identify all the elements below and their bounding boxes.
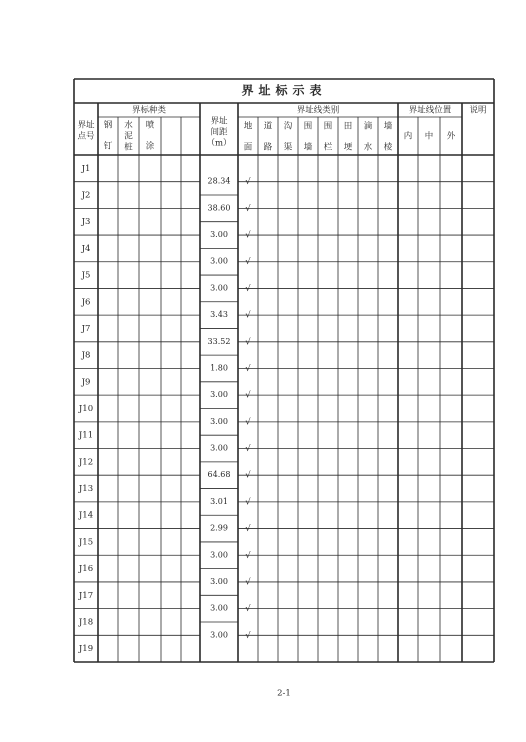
- segment-distance: 3.00: [210, 416, 228, 426]
- line-type-group-header: 界址线类别: [296, 105, 340, 116]
- ground-check-mark: √: [245, 470, 251, 481]
- marker-type-group-header: 界标种类: [131, 105, 167, 116]
- ground-check-mark: √: [245, 417, 251, 428]
- point-label: J16: [78, 564, 94, 575]
- ground-check-mark: √: [245, 310, 251, 321]
- point-label: J18: [78, 617, 94, 628]
- marker-type-header: 钉: [103, 141, 113, 152]
- ground-check-mark: √: [245, 337, 251, 348]
- segment-distance: 3.00: [210, 603, 228, 613]
- marker-type-header: 水: [124, 120, 133, 131]
- ground-check-mark: √: [245, 230, 251, 241]
- ground-check-mark: √: [245, 550, 251, 561]
- ground-check-mark: √: [245, 363, 251, 374]
- distance-header: （m）: [206, 138, 232, 149]
- point-number-header: 界址: [77, 120, 95, 131]
- point-label: J2: [81, 190, 91, 201]
- point-label: J15: [78, 537, 94, 548]
- ground-check-mark: √: [245, 444, 251, 455]
- line-type-header: 棱: [383, 142, 393, 153]
- point-label: J13: [78, 484, 94, 495]
- segment-distance: 3.00: [210, 390, 228, 400]
- ground-check-mark: √: [245, 577, 251, 588]
- segment-distance: 38.60: [207, 203, 231, 213]
- marker-type-header: 钢: [103, 120, 113, 131]
- point-label: J10: [78, 404, 94, 414]
- ground-check-mark: √: [245, 283, 251, 294]
- remark-header: 说明: [469, 105, 487, 116]
- segment-distance: 3.00: [210, 230, 228, 240]
- line-type-header: 沟: [283, 121, 293, 132]
- point-label: J9: [81, 377, 91, 388]
- page-number: 2-1: [277, 688, 291, 699]
- point-label: J7: [81, 323, 91, 334]
- ground-check-mark: √: [245, 203, 251, 214]
- distance-header: 界址: [210, 116, 228, 127]
- segment-distance: 3.00: [210, 576, 228, 586]
- line-type-header: 墙: [303, 142, 313, 153]
- ground-check-mark: √: [245, 604, 251, 615]
- point-label: J4: [81, 243, 91, 254]
- segment-distance: 2.99: [210, 523, 228, 533]
- ground-check-mark: √: [245, 390, 251, 401]
- segment-distance: 3.00: [210, 630, 228, 640]
- segment-distance: 28.34: [207, 176, 231, 186]
- line-type-header: 围: [323, 121, 333, 132]
- line-type-header: 埂: [343, 142, 353, 153]
- line-type-header: 田: [343, 121, 353, 132]
- segment-distance: 3.00: [210, 283, 228, 293]
- line-type-header: 栏: [323, 142, 333, 153]
- ground-check-mark: √: [245, 257, 251, 268]
- segment-distance: 64.68: [207, 470, 231, 480]
- point-label: J6: [81, 297, 91, 308]
- position-header: 中: [424, 131, 434, 142]
- segment-distance: 3.00: [210, 443, 228, 453]
- line-position-group-header: 界址线位置: [408, 105, 452, 116]
- point-label: J12: [78, 457, 94, 468]
- line-type-header: 路: [263, 142, 273, 153]
- segment-distance: 3.00: [210, 550, 228, 560]
- position-header: 外: [446, 131, 456, 142]
- point-label: J17: [78, 590, 94, 601]
- ground-check-mark: √: [245, 630, 251, 641]
- segment-distance: 3.00: [210, 256, 228, 266]
- ground-check-mark: √: [245, 524, 251, 535]
- segment-distance: 33.52: [207, 336, 231, 346]
- segment-distance: 1.80: [210, 363, 228, 373]
- line-type-header: 墙: [383, 121, 393, 132]
- point-label: J3: [81, 217, 91, 228]
- point-label: J11: [78, 430, 94, 441]
- line-type-header: 围: [303, 121, 313, 132]
- distance-header: 间距: [210, 127, 228, 138]
- page-title: 界址标示表: [241, 83, 327, 98]
- line-type-header: 水: [363, 142, 373, 153]
- ground-check-mark: √: [245, 497, 251, 508]
- line-type-header: 地: [243, 121, 253, 132]
- marker-type-header: 泥: [124, 131, 133, 142]
- segment-distance: 3.43: [210, 310, 228, 320]
- line-type-header: 滴: [363, 121, 373, 132]
- ground-check-mark: √: [245, 177, 251, 188]
- line-type-header: 道: [263, 121, 273, 132]
- segment-distance: 3.01: [210, 496, 228, 506]
- point-label: J14: [78, 510, 94, 521]
- marker-type-header: 桩: [124, 142, 133, 153]
- marker-type-header: 涂: [145, 141, 155, 152]
- line-type-header: 渠: [283, 142, 293, 153]
- position-header: 内: [403, 131, 413, 142]
- point-label: J19: [78, 644, 94, 655]
- line-type-header: 面: [243, 142, 253, 153]
- marker-type-header: 喷: [145, 120, 155, 131]
- point-number-header: 点号: [77, 131, 95, 142]
- point-label: J5: [81, 270, 91, 281]
- point-label: J8: [81, 350, 91, 361]
- table-grid: [74, 79, 494, 662]
- point-label: J1: [81, 163, 91, 174]
